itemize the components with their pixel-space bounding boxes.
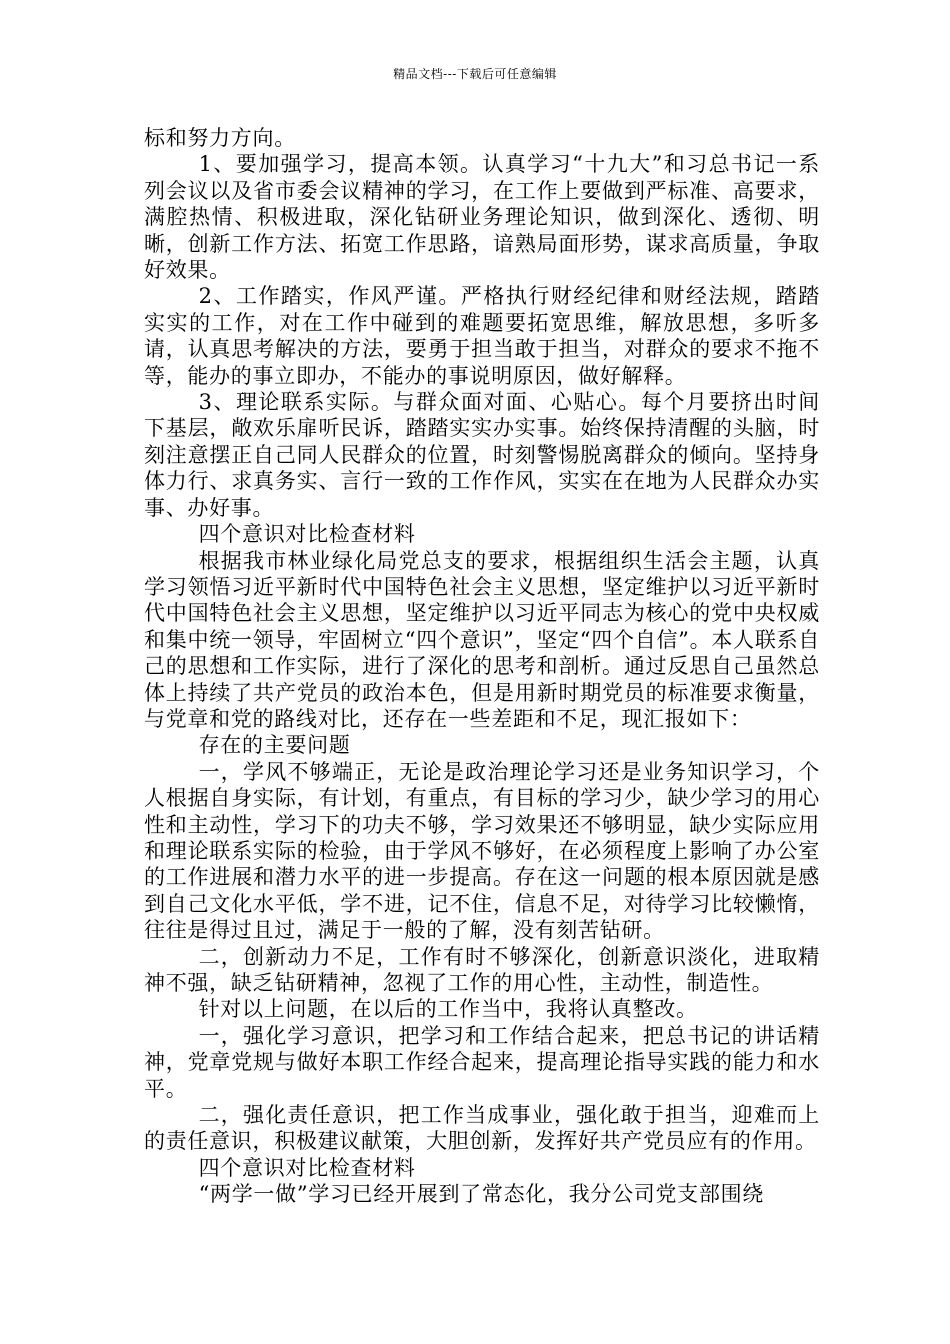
- section-heading: 四个意识对比检查材料: [198, 522, 416, 547]
- paragraph: 1、要加强学习，提高本领。认真学习“十九大”和习总书记一系列会议以及省市委会议精神的学习，在工作上要做到严标准、高要求，满腔热情、积极进取，深化钻研业务理论知识，做到深化、透彻、明晰，创新工作方法、拓宽工作思路，谙熟局面形势，谋求高质量，争取好效果。: [144, 152, 820, 283]
- paragraph: 根据我市林业绿化局党总支的要求，根据组织生活会主题，认真学习领悟习近平新时代中国特色社会主义思想，坚定维护以习近平新时代中国特色社会主义思想，坚定维护以习近平同志为核心的党中央权威和集中统一领导，牢固树立“四个意识”，坚定“四个自信”。本人联系自己的思想和工作实际，进行了深化的思考和剖析。通过反思自己虽然总体上持续了共产党员的政治本色，但是用新时期党员的标准要求衡量，与党章和党的路线对比，还存在一些差距和不足，现汇报如下：: [144, 548, 820, 731]
- paragraph: 二，强化责任意识，把工作当成事业，强化敢于担当，迎难而上的责任意识，积极建议献策，大胆创新，发挥好共产党员应有的作用。: [144, 1103, 820, 1154]
- section-heading: 存在的主要问题: [198, 733, 351, 758]
- document-body: [144, 125, 820, 1208]
- page-header: 精品文档---下载后可任意编辑: [393, 67, 557, 81]
- paragraph: 一，强化学习意识，把学习和工作结合起来，把总书记的讲话精神，党章党规与做好本职工作经合起来，提高理论指导实践的能力和水平。: [144, 1023, 820, 1101]
- paragraph: 2、工作踏实，作风严谨。严格执行财经纪律和财经法规，踏踏实实的工作，对在工作中碰到的难题要拓宽思维，解放思想，多听多请，认真思考解决的方法，要勇于担当敢于担当，对群众的要求不拖不等，能办的事立即办，不能办的事说明原因，做好解释。: [144, 284, 820, 388]
- section-heading: 四个意识对比检查材料: [198, 1155, 416, 1180]
- paragraph: 标和努力方向。: [144, 126, 296, 150]
- paragraph: 二，创新动力不足，工作有时不够深化，创新意识淡化，进取精神不强，缺乏钻研精神，忽视了工作的用心性，主动性，制造性。: [144, 944, 820, 995]
- paragraph: “两学一做”学习已经开展到了常态化，我分公司党支部围绕: [198, 1182, 764, 1207]
- paragraph: 针对以上问题，在以后的工作当中，我将认真整改。: [198, 997, 698, 1022]
- paragraph: 3、理论联系实际。与群众面对面、心贴心。每个月要挤出时间下基层，敞欢乐扉听民诉，踏踏实实办实事。始终保持清醒的头脑，时刻注意摆正自己同人民群众的位置，时刻警惕脱离群众的倾向。坚持身体力行、求真务实、言行一致的工作作风，实实在在地为人民群众办实事、办好事。: [144, 390, 820, 520]
- paragraph: 一，学风不够端正，无论是政治理论学习还是业务知识学习，个人根据自身实际，有计划，有重点，有目标的学习少，缺少学习的用心性和主动性，学习下的功夫不够，学习效果还不够明显，缺少实际应用和理论联系实际的检验，由于学风不够好，在必须程度上影响了办公室的工作进展和潜力水平的进一步提高。存在这一问题的根本原因就是感到自己文化水平低，学不进，记不住，信息不足，对待学习比较懒惰，往往是得过且过，满足于一般的了解，没有刻苦钻研。: [144, 759, 820, 943]
